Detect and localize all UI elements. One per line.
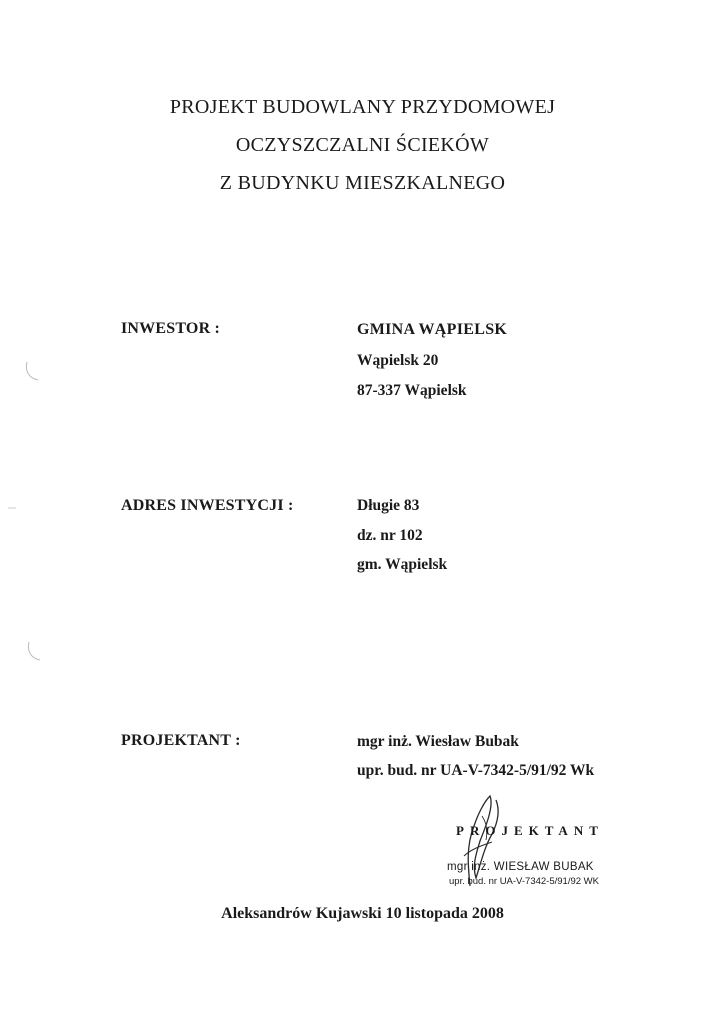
address-line-1: Długie 83: [357, 497, 420, 514]
investor-name: GMINA WĄPIELSK: [357, 321, 508, 338]
designer-license: upr. bud. nr UA-V-7342-5/91/92 Wk: [357, 762, 595, 779]
stamp-name: mgr inż. WIESŁAW BUBAK: [447, 861, 594, 873]
address-line-3: gm. Wąpielsk: [357, 556, 448, 573]
designer-label: PROJEKTANT :: [121, 732, 241, 749]
footer-place-date: Aleksandrów Kujawski 10 listopada 2008: [221, 905, 504, 922]
scan-mark: [8, 506, 16, 510]
designer-name: mgr inż. Wiesław Bubak: [357, 733, 519, 750]
stamp-title: PROJEKTANT: [456, 823, 604, 838]
stamp-license: upr. bud. nr UA-V-7342-5/91/92 WK: [449, 876, 599, 887]
title-line-2: OCZYSZCZALNI ŚCIEKÓW: [235, 134, 490, 156]
title-line-1: PROJEKT BUDOWLANY PRZYDOMOWEJ: [169, 96, 556, 118]
punch-hole-mark: [24, 360, 40, 384]
punch-hole-mark: [26, 640, 42, 664]
investor-city: 87-337 Wąpielsk: [357, 382, 467, 399]
address-line-2: dz. nr 102: [357, 527, 423, 544]
investor-street: Wąpielsk 20: [357, 352, 439, 369]
title-line-3: Z BUDYNKU MIESZKALNEGO: [219, 172, 506, 194]
address-label: ADRES INWESTYCJI :: [121, 497, 294, 514]
investor-label: INWESTOR :: [121, 320, 221, 337]
